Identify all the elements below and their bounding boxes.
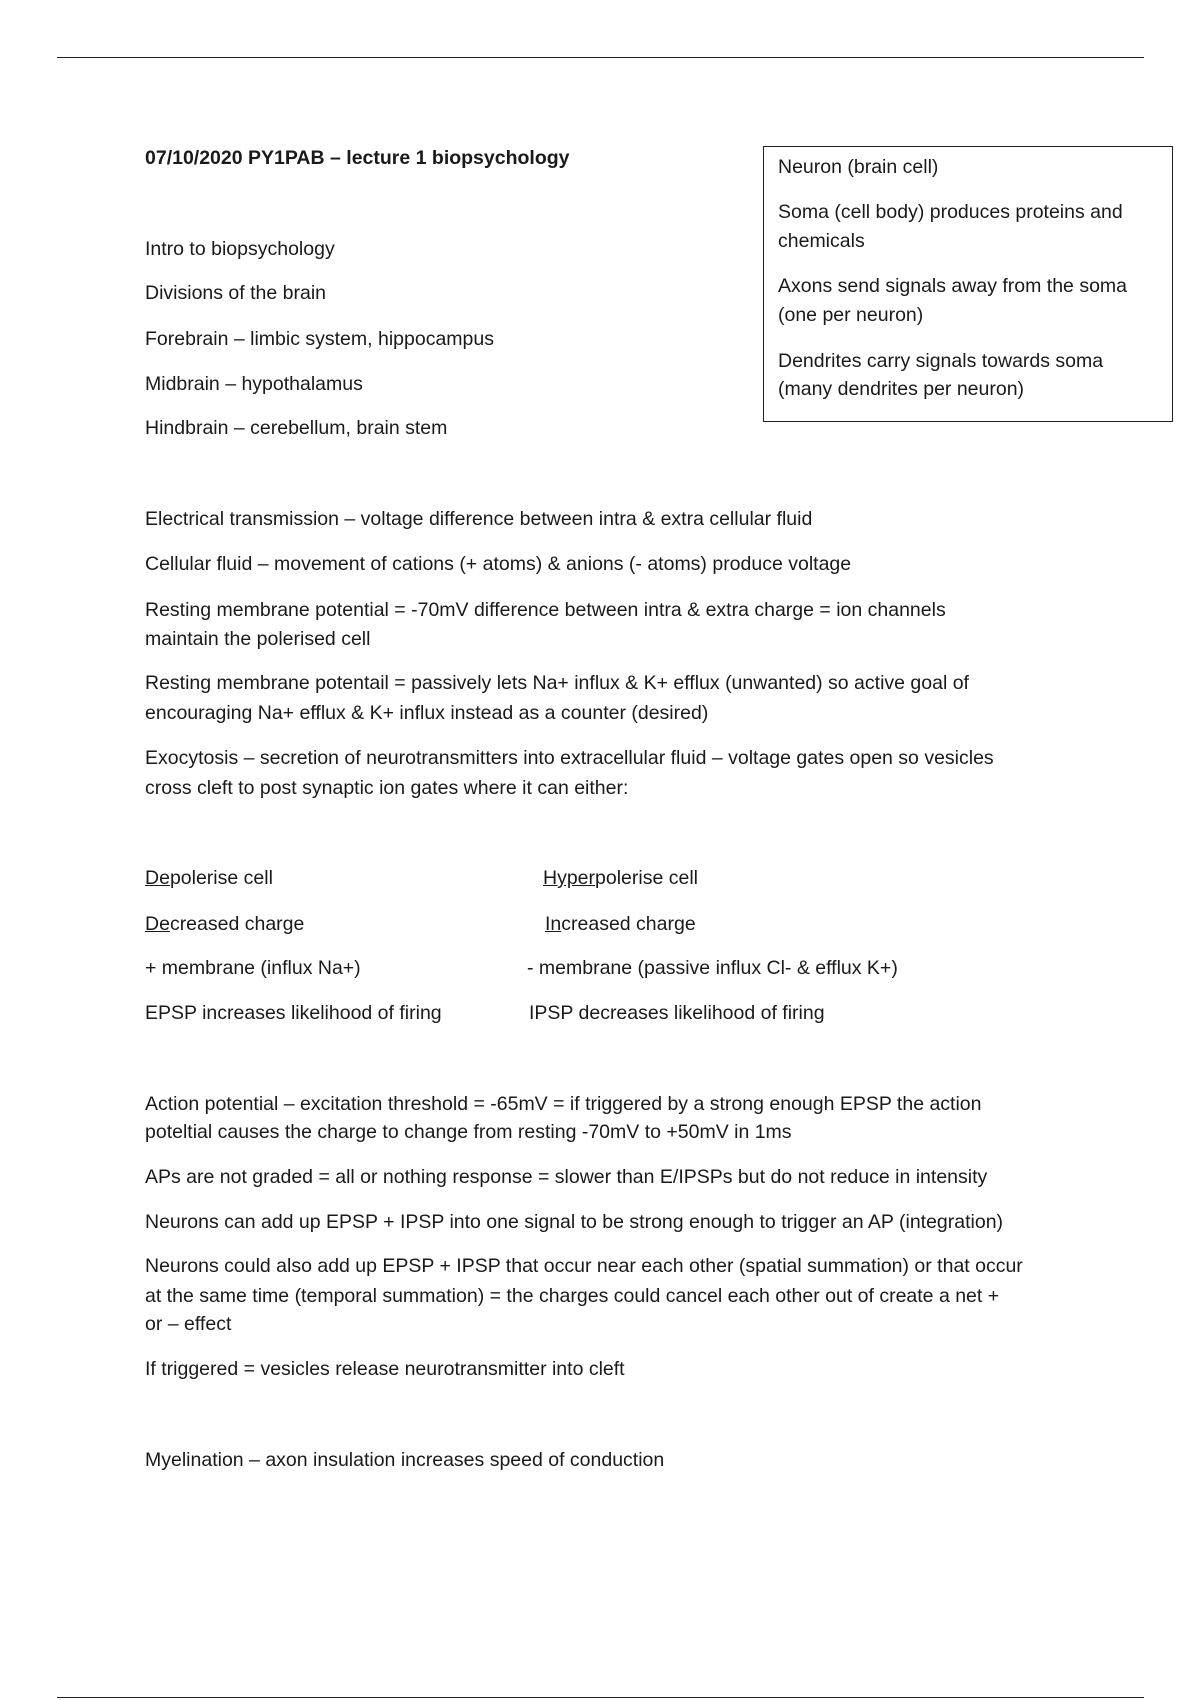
box-line-2: Soma (cell body) produces proteins and [778,201,1123,223]
intro-line-4: Midbrain – hypothalamus [145,373,363,395]
integration: Neurons can add up EPSP + IPSP into one signal to be strong enough to trigger an AP (integration) [145,1211,1004,1233]
plus-membrane: + membrane (influx Na+) [145,957,361,979]
intro-line-1: Intro to biopsychology [145,238,335,260]
electrical-transmission: Electrical transmission – voltage difference between intra & extra cellular fluid [145,508,813,530]
hyperpolerise-rest: polerise cell [595,867,698,889]
page-title: 07/10/2020 PY1PAB – lecture 1 biopsychology [145,147,570,169]
depolerise-prefix: De [145,867,170,889]
increased-rest: creased charge [561,913,696,935]
decreased-prefix: De [145,913,170,935]
increased-prefix: In [545,913,562,935]
box-line-1: Neuron (brain cell) [778,156,939,178]
exocytosis-b: cross cleft to post synaptic ion gates where it can either: [145,777,629,799]
header-rule [57,57,1144,58]
depolerise-heading [145,864,273,893]
increased-charge [545,910,696,939]
box-line-7: (many dendrites per neuron) [778,378,1025,400]
intro-line-3: Forebrain – limbic system, hippocampus [145,328,494,350]
summation-a: Neurons could also add up EPSP + IPSP that occur near each other (spatial summation) or that occur [145,1255,1023,1277]
action-potential-b: poteltial causes the charge to change from resting -70mV to +50mV in 1ms [145,1121,792,1143]
cellular-fluid: Cellular fluid – movement of cations (+ atoms) & anions (- atoms) produce voltage [145,553,852,575]
decreased-rest: creased charge [169,913,305,935]
hyperpolerise-prefix: Hyper [543,867,596,889]
footer-rule [57,1697,1144,1698]
box-line-4: Axons send signals away from the soma [778,275,1128,297]
intro-line-2: Divisions of the brain [145,282,327,304]
decreased-charge [145,910,304,939]
box-line-3: chemicals [778,230,865,252]
minus-membrane: - membrane (passive influx Cl- & efflux K+) [527,957,898,979]
summation-b: at the same time (temporal summation) = the charges could cancel each other out of create a net + [145,1285,1000,1307]
aps-not-graded: APs are not graded = all or nothing response = slower than E/IPSPs but do not reduce in intensity [145,1166,988,1188]
hyperpolerise-heading [543,864,698,893]
box-line-6: Dendrites carry signals towards soma [778,350,1104,372]
ipsp-firing: IPSP decreases likelihood of firing [529,1002,825,1024]
myelination: Myelination – axon insulation increases speed of conduction [145,1449,665,1471]
vesicle-release: If triggered = vesicles release neurotransmitter into cleft [145,1358,625,1380]
depolerise-rest: polerise cell [169,867,273,889]
box-line-5: (one per neuron) [778,304,924,326]
resting-potential-1b: maintain the polerised cell [145,628,371,650]
exocytosis-a: Exocytosis – secretion of neurotransmitters into extracellular fluid – voltage gates open so vesicles [145,747,994,769]
resting-potential-2b: encouraging Na+ efflux & K+ influx instead as a counter (desired) [145,702,709,724]
resting-potential-2a: Resting membrane potentail = passively lets Na+ influx & K+ efflux (unwanted) so active goal of [145,672,969,694]
action-potential-a: Action potential – excitation threshold = -65mV = if triggered by a strong enough EPSP the action [145,1093,982,1115]
epsp-firing: EPSP increases likelihood of firing [145,1002,442,1024]
resting-potential-1a: Resting membrane potential = -70mV difference between intra & extra charge = ion channels [145,599,946,621]
summation-c: or – effect [145,1313,232,1335]
intro-line-5: Hindbrain – cerebellum, brain stem [145,417,448,439]
neuron-info-box [763,146,1173,422]
